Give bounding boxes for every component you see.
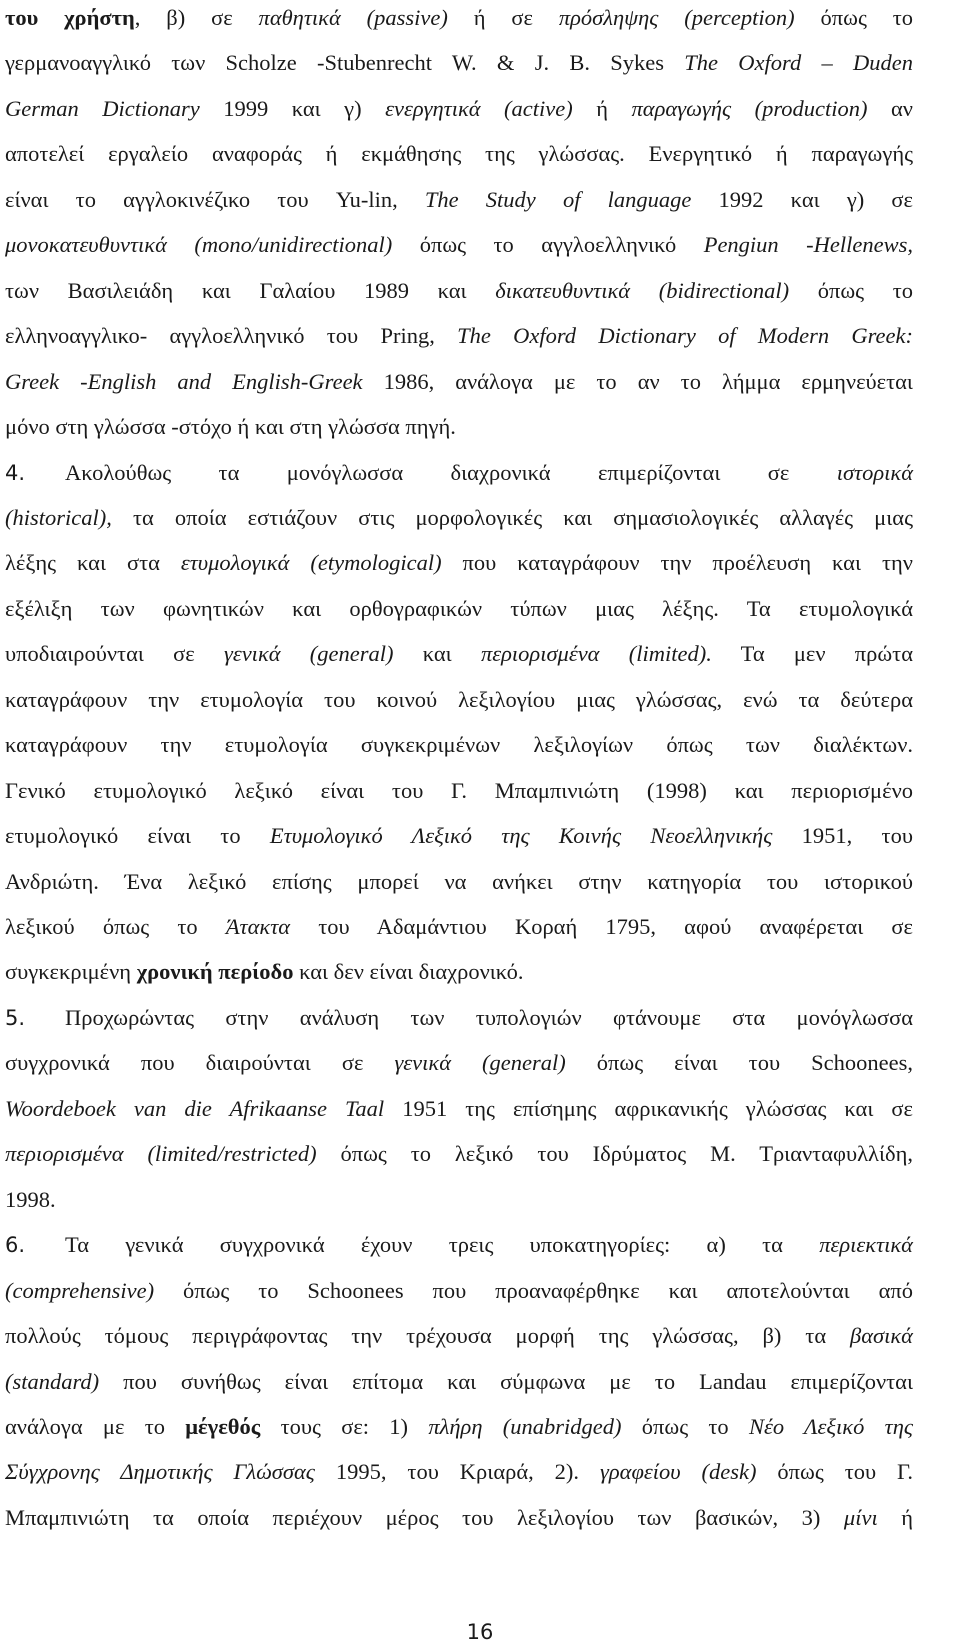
italic-text: Greek -English and English-Greek bbox=[5, 368, 363, 394]
text-line bbox=[5, 139, 913, 169]
text-run: και bbox=[393, 641, 481, 667]
text-run: γερμανοαγγλικό των Scholze -Stubenrecht W. & J. B. Sykes bbox=[5, 50, 685, 76]
text-run: 1986, ανάλογα με το αν το λήμμα ερμηνεύεται bbox=[362, 368, 913, 394]
italic-text: Σύγχρονης Δημοτικής Γλώσσας bbox=[5, 1459, 315, 1485]
italic-text: γενικά (general) bbox=[223, 641, 394, 667]
text-run: Μπαμπινιώτη τα οποία περιέχουν μέρος του λεξιλογίου των βασικών, 3) bbox=[5, 1504, 844, 1530]
text-run: , β) σε bbox=[134, 5, 259, 30]
text-run: που συνήθως είναι επίτομα και σύμφωνα με το Landau επιμερίζονται bbox=[99, 1368, 913, 1394]
list-number: 5. bbox=[5, 1005, 26, 1030]
text-run: αν bbox=[867, 95, 913, 121]
text-line bbox=[5, 276, 913, 306]
text-run: Τα γενικά συγχρονικά έχουν τρεις υποκατηγορίες: α) τα bbox=[65, 1232, 820, 1258]
text-run: του Αδαμάντιου Κοραή 1795, αφού αναφέρεται σε bbox=[290, 914, 914, 939]
text-line bbox=[5, 548, 913, 578]
italic-text: ετυμολογικά (etymological) bbox=[180, 550, 442, 576]
text-run: των Βασιλειάδη και Γαλαίου 1989 και bbox=[5, 277, 496, 303]
text-line bbox=[5, 1503, 913, 1533]
italic-text: The Study of language bbox=[424, 186, 692, 212]
italic-text: (comprehensive) bbox=[5, 1277, 155, 1303]
text-run: καταγράφουν την ετυμολογία συγκεκριμένων λεξιλογίων όπως των διαλέκτων. bbox=[5, 732, 913, 758]
italic-text: German Dictionary bbox=[5, 95, 200, 121]
text-line bbox=[5, 1048, 913, 1078]
bold-text: του χρήστη bbox=[5, 5, 135, 30]
italic-text: The Oxford Dictionary of Modern Greek: bbox=[457, 323, 914, 349]
text-run: Τα μεν πρώτα bbox=[711, 641, 914, 667]
italic-text: δικατευθυντικά (bidirectional) bbox=[495, 277, 790, 303]
text-run: 1995, του Κριαρά, 2). bbox=[314, 1459, 600, 1485]
text-run: λεξικού όπως το bbox=[5, 914, 226, 939]
list-number: 4. bbox=[5, 460, 26, 485]
text-line bbox=[5, 230, 913, 260]
text-run: συγχρονικά που διαιρούνται σε bbox=[5, 1050, 395, 1076]
text-line bbox=[5, 1276, 913, 1306]
text-run: ή bbox=[877, 1504, 913, 1530]
text-run: όπως το bbox=[621, 1413, 749, 1439]
text-line bbox=[5, 1230, 913, 1260]
text-line bbox=[5, 1094, 913, 1124]
italic-text: Ετυμολογικό Λεξικό της Κοινής Νεοελληνικής bbox=[269, 823, 773, 849]
text-line bbox=[5, 867, 913, 897]
text-run: 1998. bbox=[5, 1186, 56, 1212]
page-number: 16 bbox=[466, 1620, 494, 1644]
text-line bbox=[5, 912, 913, 942]
text-run: όπως το bbox=[789, 277, 914, 303]
text-line bbox=[5, 776, 913, 806]
text-run: τους σε: 1) bbox=[260, 1413, 429, 1439]
text-line bbox=[5, 3, 913, 33]
italic-text: πρόσληψης (perception) bbox=[558, 5, 795, 30]
text-line bbox=[5, 1139, 913, 1169]
text-run: όπως το λεξικό του Ιδρύματος Μ. Τριανταφυλλίδη, bbox=[316, 1141, 914, 1167]
italic-text: Woordeboek van die Afrikaanse Taal bbox=[5, 1095, 385, 1121]
italic-text: μίνι bbox=[843, 1504, 878, 1530]
text-run: τα οποία εστιάζουν στις μορφολογικές και σημασιολογικές αλλαγές μιας bbox=[111, 504, 913, 530]
text-run: όπως το bbox=[794, 5, 914, 30]
text-run: ελληνοαγγλικο- αγγλοελληνικό του Pring, bbox=[5, 323, 458, 349]
text-run: είναι το αγγλοκινέζικο του Yu-lin, bbox=[5, 186, 425, 212]
text-run: 1951 της επίσημης αφρικανικής γλώσσας και σε bbox=[384, 1095, 913, 1121]
text-line bbox=[5, 48, 913, 78]
italic-text: (standard) bbox=[5, 1368, 100, 1394]
text-run: καταγράφουν την ετυμολογία του κοινού λεξιλογίου μιας γλώσσας, ενώ τα δεύτερα bbox=[5, 686, 913, 712]
italic-text: πλήρη (unabridged) bbox=[428, 1413, 622, 1439]
text-line bbox=[5, 639, 913, 669]
italic-text: The Oxford – Duden bbox=[684, 50, 913, 76]
italic-text: βασικά bbox=[850, 1323, 913, 1349]
text-run: μόνο στη γλώσσα -στόχο ή και στη γλώσσα πηγή. bbox=[5, 414, 456, 440]
text-run: που καταγράφουν την προέλευση και την bbox=[441, 550, 913, 576]
text-run: λέξης και στα bbox=[5, 550, 181, 576]
list-number: 6. bbox=[5, 1233, 26, 1258]
text-line bbox=[5, 321, 913, 351]
text-line bbox=[5, 1003, 913, 1033]
text-run: υποδιαιρούνται σε bbox=[5, 641, 224, 667]
italic-text: Νέο Λεξικό της bbox=[748, 1413, 913, 1439]
italic-text: Άτακτα bbox=[225, 914, 291, 939]
text-run: όπως του Γ. bbox=[756, 1459, 913, 1485]
bold-text: χρονική περίοδο bbox=[136, 959, 294, 985]
italic-text: Pengiun -Hellenews, bbox=[703, 232, 913, 258]
text-line bbox=[5, 503, 913, 533]
italic-text: γενικά (general) bbox=[394, 1050, 566, 1076]
italic-text: (historical), bbox=[5, 504, 112, 530]
text-line bbox=[5, 412, 913, 442]
text-run: και δεν είναι διαχρονικό. bbox=[293, 959, 524, 985]
italic-text: περιεκτικά bbox=[819, 1232, 913, 1258]
text-line bbox=[5, 94, 913, 124]
text-run: αποτελεί εργαλείο αναφοράς ή εκμάθησης της γλώσσας. Ενεργητικό ή παραγωγής bbox=[5, 141, 913, 167]
italic-text: παραγωγής (production) bbox=[631, 95, 868, 121]
text-line bbox=[5, 458, 913, 488]
bold-text: μέγεθός bbox=[185, 1413, 261, 1439]
text-run: Ακολούθως τα μονόγλωσσα διαχρονικά επιμερίζονται σε bbox=[65, 459, 837, 485]
italic-text: ιστορικά bbox=[836, 459, 913, 485]
text-run: Γενικό ετυμολογικό λεξικό είναι του Γ. Μπαμπινιώτη (1998) και περιορισμένο bbox=[5, 777, 913, 803]
text-run: όπως το αγγλοελληνικό bbox=[392, 232, 704, 258]
text-run: 1951, του bbox=[772, 823, 913, 849]
italic-text: παθητικά (passive) bbox=[258, 5, 448, 30]
italic-text: μονοκατευθυντικά (mono/unidirectional) bbox=[5, 232, 393, 258]
text-run: ετυμολογικό είναι το bbox=[5, 823, 270, 849]
italic-text: γραφείου (desk) bbox=[599, 1459, 757, 1485]
text-run: ή σε bbox=[447, 5, 559, 30]
text-run: Ανδριώτη. Ένα λεξικό επίσης μπορεί να ανήκει στην κατηγορία του ιστορικού bbox=[5, 868, 913, 894]
text-run: όπως το Schoonees που προαναφέρθηκε και αποτελούνται από bbox=[154, 1277, 913, 1303]
text-run: συγκεκριμένη bbox=[5, 959, 137, 985]
text-line bbox=[5, 1457, 913, 1487]
text-line bbox=[5, 594, 913, 624]
text-run: ανάλογα με το bbox=[5, 1413, 186, 1439]
text-line bbox=[5, 1321, 913, 1351]
text-run: πολλούς τόμους περιγράφοντας την τρέχουσα μορφή της γλώσσας, β) τα bbox=[5, 1323, 851, 1349]
text-run: 1992 και γ) σε bbox=[691, 186, 913, 212]
text-run: 1999 και γ) bbox=[199, 95, 386, 121]
italic-text: περιορισμένα (limited). bbox=[480, 641, 712, 667]
text-line bbox=[5, 730, 913, 760]
text-line bbox=[5, 1367, 913, 1397]
text-line bbox=[5, 685, 913, 715]
text-line bbox=[5, 185, 913, 215]
text-line bbox=[5, 1185, 913, 1215]
italic-text: ενεργητικά (active) bbox=[385, 95, 573, 121]
italic-text: περιορισμένα (limited/restricted) bbox=[5, 1141, 317, 1167]
text-run: εξέλιξη των φωνητικών και ορθογραφικών τύπων μιας λέξης. Τα ετυμολογικά bbox=[5, 595, 913, 621]
text-run: όπως είναι του Schoonees, bbox=[565, 1050, 913, 1076]
text-line bbox=[5, 821, 913, 851]
text-line bbox=[5, 1412, 913, 1442]
text-line bbox=[5, 367, 913, 397]
text-run: Προχωρώντας στην ανάλυση των τυπολογιών φτάνουμε στα μονόγλωσσα bbox=[65, 1004, 913, 1030]
text-run: ή bbox=[572, 95, 632, 121]
text-line bbox=[5, 957, 913, 987]
